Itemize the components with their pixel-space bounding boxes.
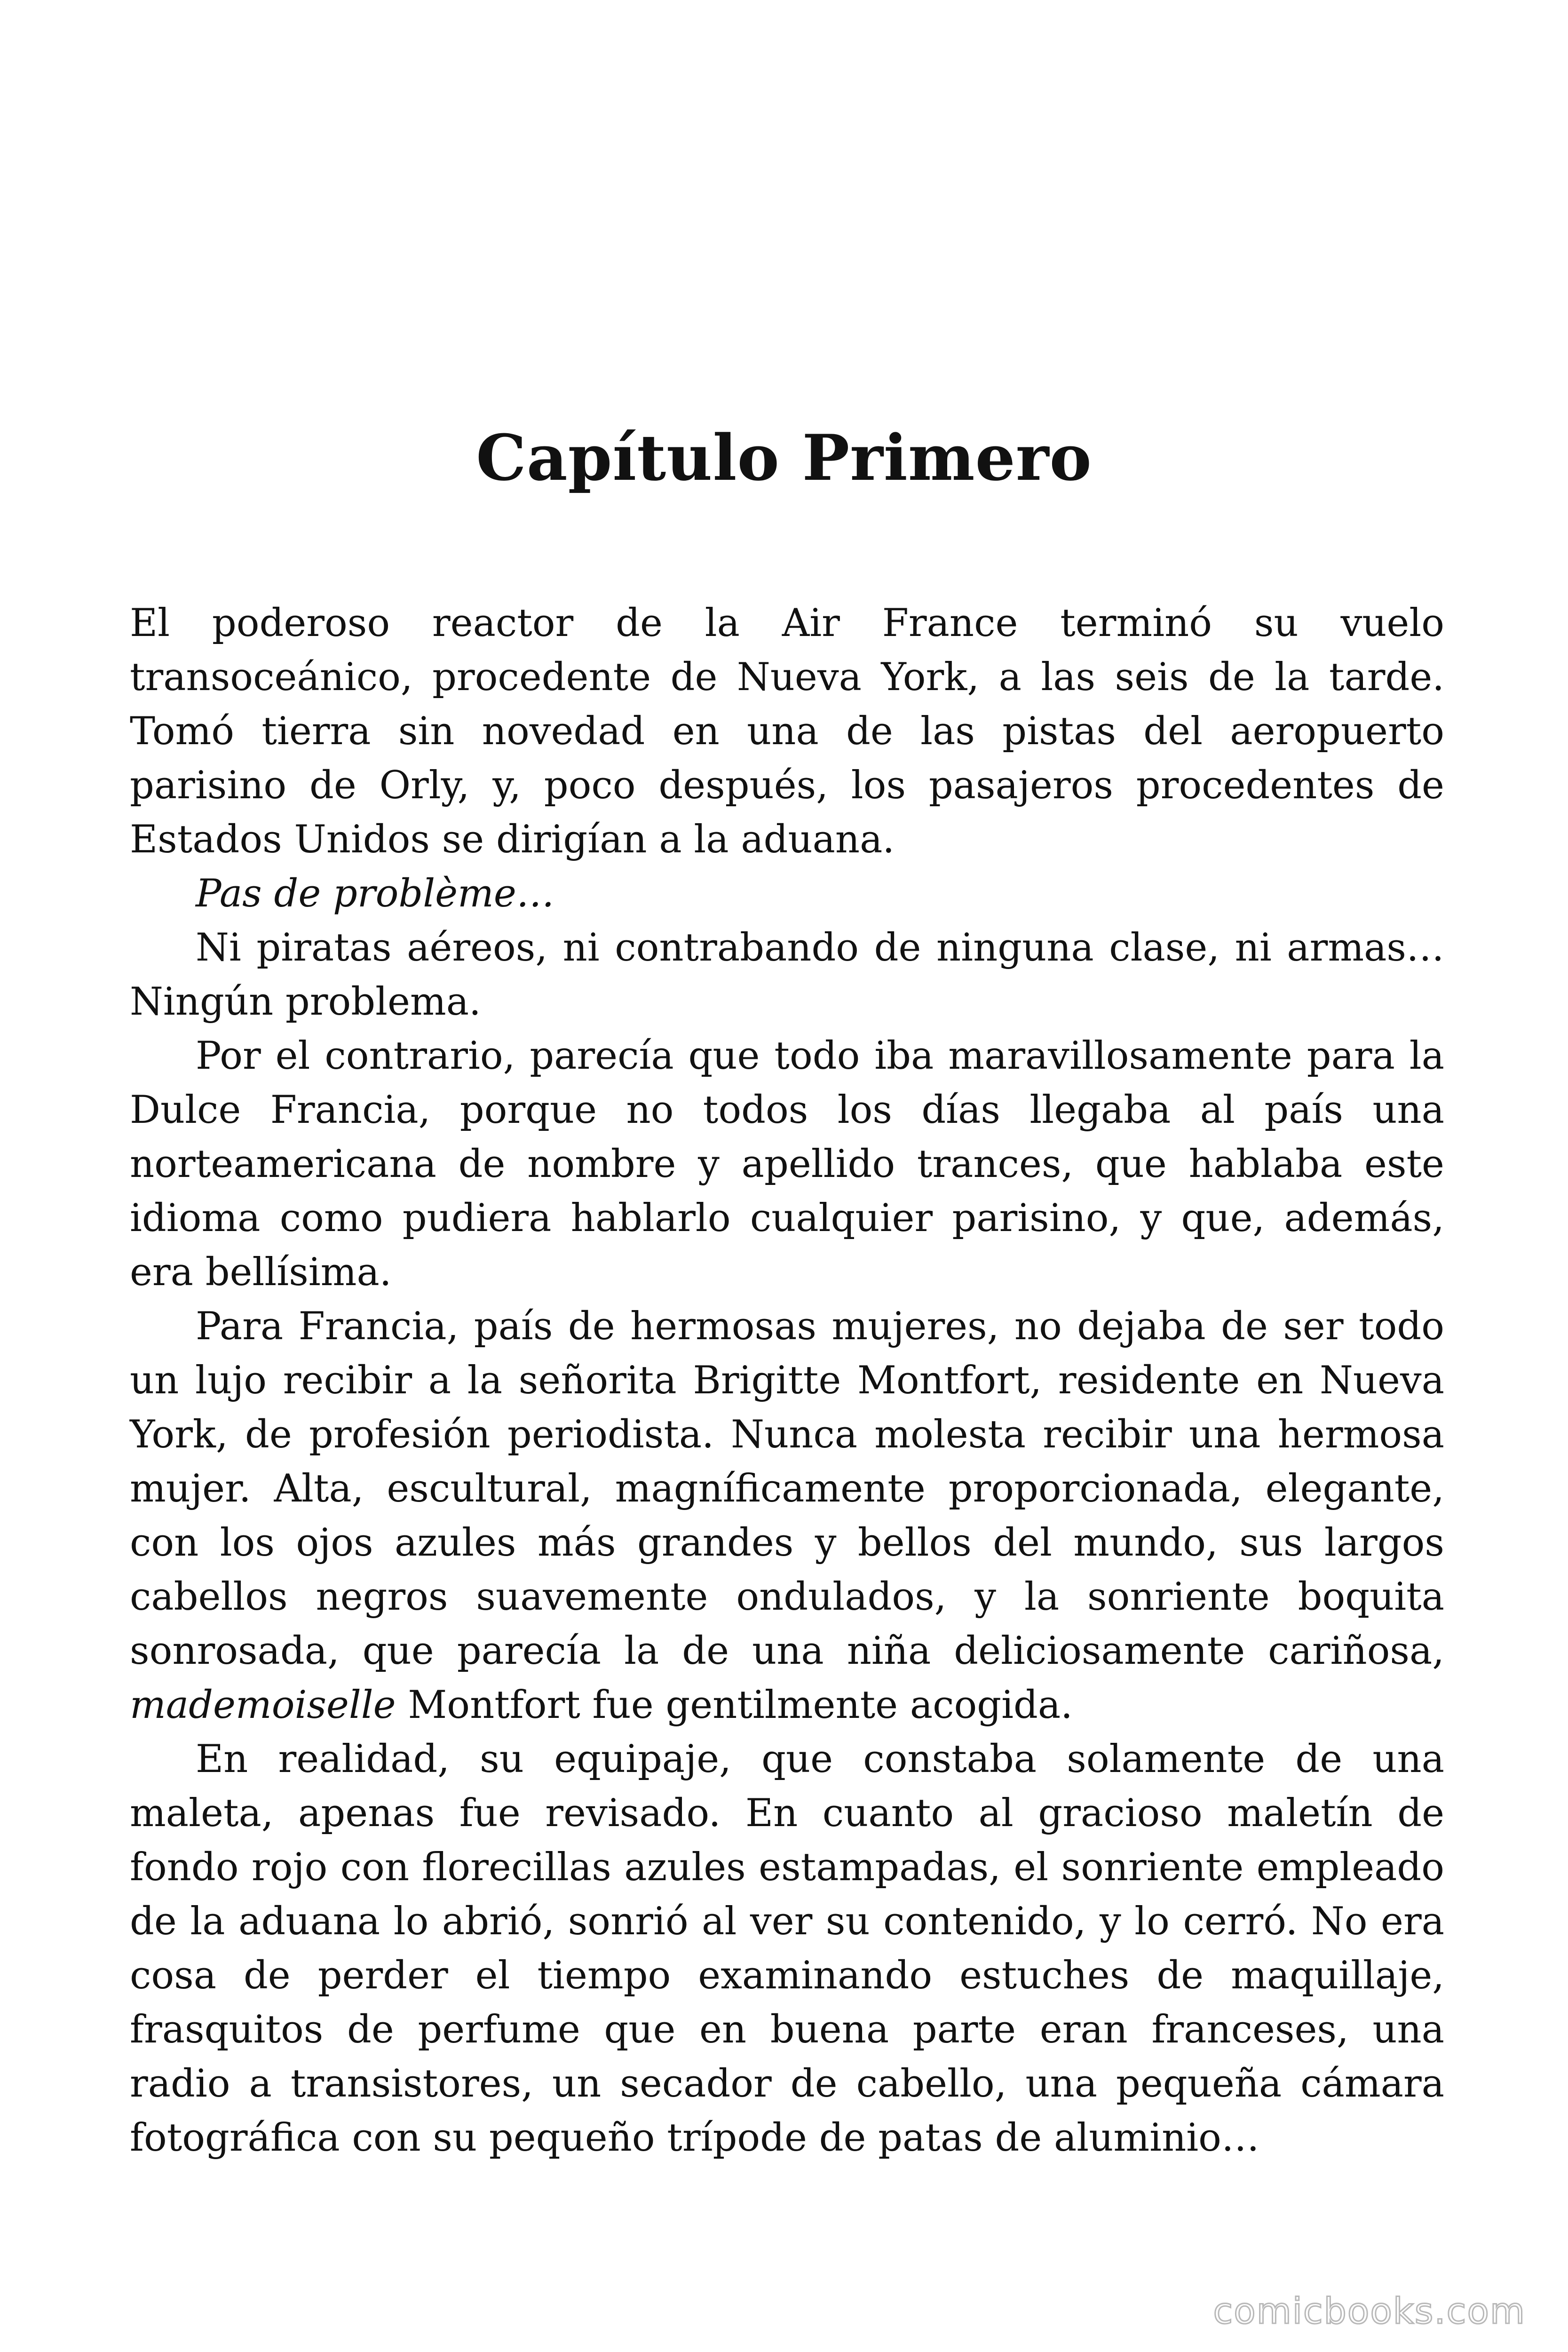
chapter-body bbox=[130, 596, 1444, 2165]
watermark: comicbooks.com bbox=[1213, 2290, 1526, 2332]
paragraph-6: En realidad, su equipaje, que constaba solamente de una maleta, apenas fue revisado. En cuanto al gracioso maletín de fondo rojo con florecillas azules estampadas, el sonriente empleado de la aduana lo abrió, sonrió al ver su contenido, y lo cerró. No era cosa de perder el tiempo examinando estuches de maquillaje, frasquitos de perfume que en buena parte eran franceses, una radio a transistores, un secador de cabello, una pequeña cámara fotográfica con su pequeño trípode de patas de aluminio… bbox=[130, 1737, 1444, 2160]
paragraph-5-italic-word: mademoiselle bbox=[130, 1683, 396, 1727]
paragraph-5 bbox=[130, 1300, 1444, 1732]
paragraph-2: Pas de problème… bbox=[196, 872, 554, 916]
paragraph-1: El poderoso reactor de la Air France terminó su vuelo transoceánico, procedente de Nueva York, a las seis de la tarde. Tomó tierra sin novedad en una de las pistas del aeropuerto parisino de Orly, y, poco después, los pasajeros procedentes de Estados Unidos se dirigían a la aduana. bbox=[130, 601, 1444, 862]
paragraph-5-text-end: Montfort fue gentilmente acogida. bbox=[396, 1683, 1073, 1727]
paragraph-3: Ni piratas aéreos, ni contrabando de ninguna clase, ni armas… Ningún problema. bbox=[130, 926, 1444, 1024]
paragraph-5-text-start: Para Francia, país de hermosas mujeres, no dejaba de ser todo un lujo recibir a la señorita Brigitte Montfort, residente en Nueva York, de profesión periodista. Nunca molesta recibir una hermosa mujer. Alta, escultural, magníficamente proporcionada, elegante, con los ojos azules más grandes y bellos del mundo, sus largos cabellos negros suavemente ondulados, y la sonriente boquita sonrosada, que parecía la de una niña deliciosamente cariñosa, bbox=[130, 1304, 1444, 1673]
chapter-title: Capítulo Primero bbox=[476, 420, 1092, 495]
paragraph-4: Por el contrario, parecía que todo iba maravillosamente para la Dulce Francia, porque no todos los días llegaba al país una norteamericana de nombre y apellido trances, que hablaba este idioma como pudiera hablarlo cualquier parisino, y que, además, era bellísima. bbox=[130, 1034, 1444, 1295]
